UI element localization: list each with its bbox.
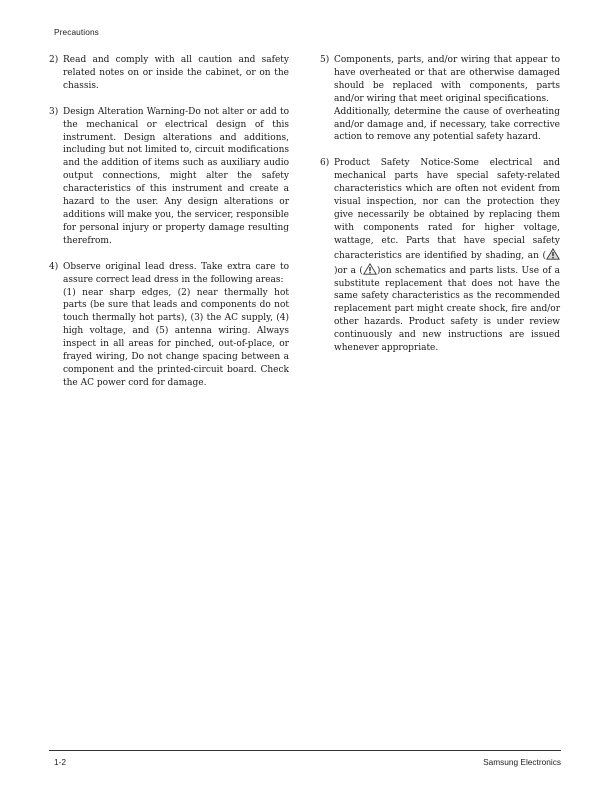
item-text: Components, parts, and/or wiring that appear to have overheated or that are otherwise damaged should be replaced with components, parts and/or wiring that meet original specifications. (334, 55, 560, 104)
item-number: 3) (49, 106, 59, 117)
company-name: Samsung Electronics (483, 757, 561, 767)
list-item-5 (320, 54, 560, 144)
item-number: 2) (49, 55, 59, 65)
item-text: Observe original lead dress. Take extra care to assure correct lead dress in the following areas: (63, 261, 289, 285)
warning-triangle-outline-icon (363, 263, 377, 275)
list-item-3 (49, 106, 289, 248)
item-text-continued: (1) near sharp edges, (2) near thermally hot parts (be sure that leads and components do not touch thermally hot parts), (3) the AC supply, (4) high voltage, and (5) antenna wiring. Always inspect in all areas for pinched, out-of-place, or frayed wiring, Do not change spacing between a component and the printed-circuit board. Check the AC power cord for damage. (63, 287, 289, 388)
list-item-2 (49, 54, 289, 93)
item-text (334, 157, 560, 355)
item-number: 4) (49, 261, 59, 272)
item-number: 6) (320, 158, 330, 169)
left-column (49, 54, 289, 403)
item-text: Read and comply with all caution and safety related notes on or inside the cabinet, or on the chassis. (63, 55, 289, 91)
item-text-part: )or a ( (334, 265, 363, 276)
section-header: Precautions (54, 27, 99, 37)
item-text-continued: Additionally, determine the cause of overheating and/or damage and, if necessary, take corrective action to remove any potential safety hazard. (334, 106, 560, 143)
item-text-part: Product Safety Notice-Some electrical and mechanical parts have special safety-related characteristics which are often not evident from visual inspection, nor can the protection they give necessarily be obtained by replacing them with components rated for higher voltage, wattage, etc. Parts that have special safety characteristics are identified by shading, an ( (334, 158, 560, 261)
right-column (320, 54, 560, 368)
warning-triangle-icon (546, 248, 560, 260)
page-number: 1-2 (54, 757, 66, 767)
item-number: 5) (320, 55, 330, 65)
list-item-4 (49, 261, 289, 390)
item-text: Design Alteration Warning-Do not alter or add to the mechanical or electrical design of this instrument. Design alterations and additions, including but not limited to, circuit modifications and the addition of items such as auxiliary audio output connections, might alter the safety characteristics of this instrument and create a hazard to the user. Any design alterations or additions will make you, the servicer, responsible for personal injury or property damage resulting therefrom. (63, 106, 289, 246)
footer-divider (49, 750, 561, 751)
list-item-6 (320, 157, 560, 355)
item-text-part: )on schematics and parts lists. Use of a substitute replacement that does not have the same safety characteristics as the recommended replacement part might create shock, fire and/or other hazards. Product safety is under review continuously and new instructions are issued whenever appropriate. (334, 265, 560, 354)
